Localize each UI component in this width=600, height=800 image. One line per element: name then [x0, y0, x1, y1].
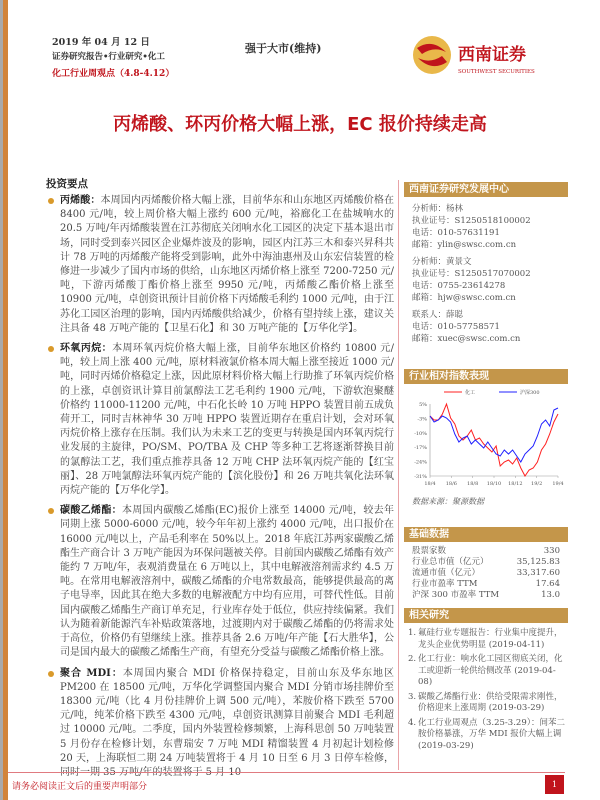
basic-data-label: 行业总市值（亿元）	[412, 557, 489, 567]
basic-data-row	[404, 579, 568, 590]
x-tick-label: 18/6	[445, 481, 457, 487]
relative-index-block	[404, 369, 568, 507]
point-propylene-oxide	[46, 342, 394, 498]
bullet-icon	[48, 346, 54, 352]
basic-data-header: 基础数据	[404, 527, 568, 542]
basic-data-label: 流通市值（亿元）	[412, 568, 481, 578]
related-research-item[interactable]	[404, 692, 568, 715]
sidebar	[404, 0, 568, 770]
basic-data-table	[404, 546, 568, 601]
item-number: 3.	[408, 691, 417, 702]
basic-data-value: 35,125.83	[516, 557, 560, 567]
y-tick-label: -31%	[414, 474, 427, 480]
contact-license: 执业证号：S1250518100002	[412, 216, 531, 226]
contact-phone: 电话：010-57758571	[412, 322, 500, 332]
contact-email[interactable]: 邮箱：hjw@swsc.com.cn	[412, 293, 516, 303]
contact-person	[404, 309, 568, 345]
basic-data-label: 股票家数	[412, 546, 447, 556]
basic-data-row	[404, 546, 568, 557]
footer-divider	[8, 772, 400, 773]
related-research-block	[404, 608, 568, 755]
item-number: 1.	[408, 628, 417, 638]
basic-data-value: 17.64	[535, 579, 560, 589]
relative-index-chart	[404, 384, 568, 492]
point-ethylene-carbonate	[46, 504, 394, 660]
bullet-icon	[48, 198, 54, 204]
contact-phone: 电话：0755-23614278	[412, 281, 506, 291]
x-tick-label: 19/4	[552, 481, 564, 487]
rating: 强于大市(维持)	[245, 42, 322, 55]
item-text: 化工行业周观点（3.25-3.29）：间苯二胺价格暴涨，万华 MDI 报价大幅上调 (2019-03-29)	[418, 717, 565, 751]
x-tick-label: 18/10	[486, 481, 502, 487]
point-acrylic-acid	[46, 194, 394, 336]
basic-data-value: 13.0	[541, 590, 560, 600]
series-line-chemical	[430, 404, 558, 476]
item-text: 化工行业：响水化工园区彻底关闭，化工或迎新一轮供给侧改革 (2019-04-08)	[418, 654, 563, 687]
basic-data-row	[404, 568, 568, 579]
legend-label: 化工	[465, 390, 476, 396]
x-tick-label: 18/12	[508, 481, 523, 487]
y-tick-label: -10%	[414, 430, 427, 437]
contact-email[interactable]: 邮箱：xuec@swsc.com.cn	[412, 334, 521, 344]
basic-data-value: 33,317.60	[516, 568, 560, 578]
contact-role: 分析师：黄景文	[412, 257, 472, 267]
item-number: 2.	[408, 654, 417, 664]
contact-email[interactable]: 邮箱：ylin@swsc.com.cn	[412, 240, 517, 250]
basic-data-block	[404, 527, 568, 601]
main-content	[46, 176, 394, 786]
point-lead: 聚合 MDI：	[60, 667, 123, 679]
logo-cn-text: 西南证券	[458, 45, 526, 65]
basic-data-label: 行业市盈率 TTM	[412, 579, 478, 589]
item-text: 氟硅行业专题报告：行业集中度提升，龙头企业优势明显 (2019-04-11)	[418, 628, 563, 650]
related-research-item[interactable]	[404, 654, 568, 689]
point-text: 本周国内丙烯酸价格大幅上涨，目前华东和山东地区丙烯酸价格在 8400 元/吨，较上周价格大幅上涨约 600 元/吨，裕廊化工在盐城响水的 20.5 万吨/年丙烯酸装置在江苏彻底关闭响水化工园区的决定下基本退出市场，同时受到泰兴园区企业爆炸波及的影响，园区内江苏三木和泰兴昇科共计 78 万吨的丙烯酸产能将受到影响，此外中海油惠州及山东宏信装置的检修进一步减少了国内市场的供给，山东地区丙烯价格上涨至 7200-7250 元/吨，下游丙烯酸丁酯价格上涨至 9950 元/吨，丙烯酸乙酯价格上涨至 10900 元/吨，卓创资讯预计目前价格下丙烯酸毛利约 1000 元/吨，由于江苏化工园区治理的影响，国内丙烯酸供给减少，价格有望持续上涨，建议关注具备 48 万吨产能的【卫星石化】和 30 万吨产能的【万华化学】。	[60, 195, 395, 334]
y-tick-label: -3%	[417, 416, 427, 423]
report-date: 2019 年 04 月 12 日	[52, 37, 150, 48]
report-category: 证券研究报告•行业研究•化工	[52, 52, 165, 62]
left-border-orange	[3, 0, 8, 800]
x-tick-label: 18/8	[467, 481, 479, 487]
legend-label: 沪深300	[520, 390, 540, 396]
point-text: 本周国内聚合 MDI 价格保持稳定，目前山东及华东地区 PM200 在 18500 元/吨，万华化学调整国内聚合 MDI 分销市场挂牌价至 18300 元/吨（比 4 月份挂牌价上调 500 元/吨），苯胺价格下跌至 5700 元/吨，纯苯价格下跌至 4300 元/吨，卓创资讯测算目前聚合 MDI 毛利超过 10000 元/吨。二季度，国内外装置检修频繁，上海科思创 50 万吨装置 5 月份存在检修计划，东曹瑞安 7 万吨 MDI 精馏装置 4 月初起计划检修 20 天，上海联恒二期 24 万吨装置将于 4 月 10 日至 6 月 3 日停车检修，	[60, 667, 394, 764]
footer-notice: 请务必阅读正文后的重要声明部分	[12, 782, 148, 792]
basic-data-row	[404, 557, 568, 568]
footer-divider-right	[400, 772, 565, 773]
logo-en-text: SOUTHWEST SECURITIES	[458, 69, 535, 75]
series-line-hs300	[430, 408, 558, 462]
related-research-item[interactable]	[404, 628, 568, 651]
contact-analyst-1	[404, 203, 568, 256]
report-series: 化工行业周观点（4.8-4.12）	[52, 69, 175, 79]
bullet-icon	[48, 508, 54, 514]
y-tick-label: -17%	[414, 445, 427, 452]
bullet-icon	[48, 671, 54, 677]
point-mdi	[46, 667, 394, 781]
y-tick-label: -24%	[414, 459, 427, 466]
related-research-list	[404, 628, 568, 752]
research-center-header: 西南证券研究发展中心	[404, 182, 568, 197]
x-tick-label: 19/2	[531, 481, 543, 487]
point-text: 本周国内碳酸乙烯酯(EC)报价上涨至 14000 元/吨，较去年同期上涨 5000-6000 元/吨，较今年年初上涨约 4000 元/吨，出口报价在 16000 元/吨以上，产品毛利率在 50%以上。2018 年底江苏两家碳酸乙烯酯生产商合计 3 万吨产能因为环保问题被关停。目前国内碳酸乙烯酯有效产能约 7 万吨/年，表观消费量在 6 万吨以上，其中电解液溶剂需求约 4.5 万吨。在常用电解液溶剂中，碳酸乙烯酯的介电常数最高，能够提供最高的离子电导率，因此其在绝大多数的电解液配方中均有应用，可替代性低。目前国内碳酸乙烯酯生产商订单充足，行业库存处于低位，供应持续偏紧。我们认为随着新能源汽车补贴政策落地，过渡期内对于碳酸乙烯酯的仍将需求处于高位，价格仍有望继续上涨。推荐具备 2.6 万吨/年产能【石大胜华】，公司是国内最大的碳酸乙烯酯生产商，有望充分受益与碳酸乙烯酯价格上涨。	[60, 505, 395, 659]
x-tick-label: 18/4	[424, 481, 436, 487]
report-title: 丙烯酸、环丙价格大幅上涨，EC 报价持续走高	[113, 114, 487, 135]
contact-role: 联系人：薛聪	[412, 310, 464, 320]
page-number: 1	[545, 775, 564, 794]
research-center-block	[404, 182, 568, 345]
basic-data-row	[404, 590, 568, 601]
column-divider	[398, 180, 399, 770]
related-research-header: 相关研究	[404, 608, 568, 623]
related-research-item[interactable]	[404, 718, 568, 753]
contact-license: 执业证号：S1250517070002	[412, 269, 531, 279]
basic-data-value: 330	[543, 546, 560, 556]
point-lead: 丙烯酸：	[60, 195, 101, 206]
chart-source: 数据来源：聚源数据	[412, 497, 484, 506]
item-text: 碳酸乙烯酯行业：供给受限需求刚性，价格迎来上涨周期 (2019-03-29)	[418, 691, 563, 713]
y-tick-label: 5%	[419, 402, 427, 408]
point-lead: 环氧丙烷：	[60, 343, 113, 355]
point-text: 本周环氧丙烷价格大幅上涨，目前华东地区价格约 10800 元/吨，较上周上涨 400 元/吨，原材料液氯价格本周大幅上涨至接近 1000 元/吨，同时丙烯价格稳定上涨，因此原材料价格大幅上行助推了环氧丙烷价格的上涨，卓创资讯计算目前氯醇法工艺毛利约 1900 元/吨，下游软泡聚醚价格约 11000-11200 元/吨，中石化长岭 10 万吨 HPPO 装置目前五成负荷开工，同时吉林神华 30 万吨 HPPO 装置近期存在重启计划，会对环氧丙烷价格上涨存在压制。我们认为未来工艺的变更与转换是国内环氧丙烷行业发展的主旋律，PO/SM、PO/TBA 及 CHP 等多种工艺将逐渐替换目前的氯醇法工艺，我们重点推荐具备 12 万吨 CHP 法环氧丙烷产能的【红宝丽】、28 万吨氯醇法环氧丙烷产能的【滨化股份】和 26 万吨共氧化法环氧丙烷产能的【万华化学】。	[60, 343, 394, 497]
basic-data-label: 沪深 300 市盈率 TTM	[412, 590, 500, 600]
contact-role: 分析师：杨林	[412, 204, 464, 214]
relative-index-header: 行业相对指数表现	[404, 369, 568, 384]
contact-analyst-2	[404, 256, 568, 309]
point-lead: 碳酸乙烯酯：	[60, 505, 123, 517]
item-number: 4.	[408, 717, 417, 728]
contact-phone: 电话：010-57631191	[412, 228, 500, 238]
section-heading: 投资要点	[46, 178, 88, 190]
